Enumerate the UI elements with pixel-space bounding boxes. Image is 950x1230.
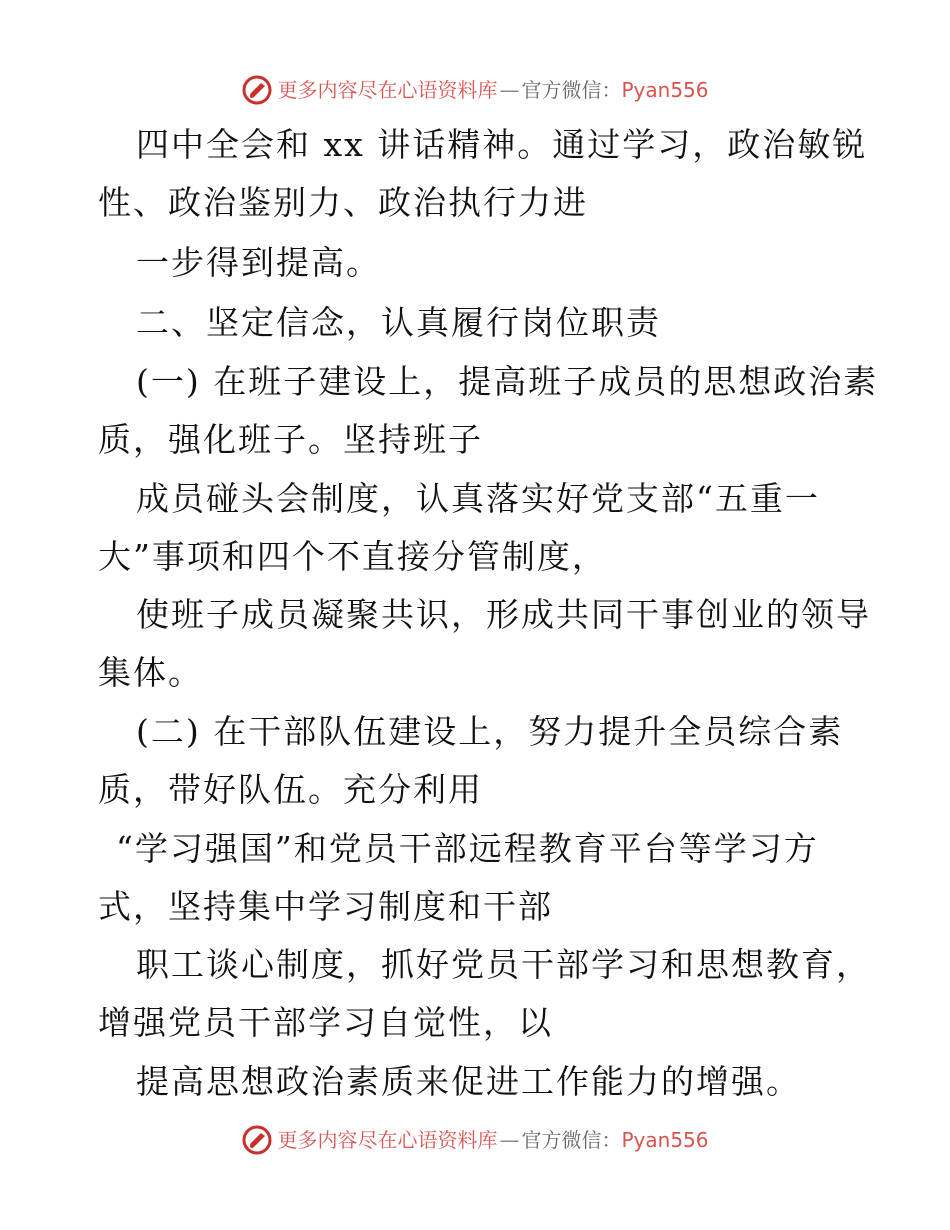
text-line: 质，强化班子。坚持班子 (98, 420, 483, 459)
watermark-official: 官方微信： (521, 78, 622, 102)
watermark-logo-icon (241, 74, 273, 106)
watermark-dash: — (499, 1128, 520, 1152)
text-line: 式，坚持集中学习制度和干部 (98, 887, 553, 926)
text-line: 成员碰头会制度，认真落实好党支部“五重一 (136, 479, 820, 518)
watermark-footer (0, 1120, 950, 1160)
text-line: “学习强国”和党员干部远程教育平台等学习方 (116, 829, 819, 868)
watermark-header (0, 70, 950, 110)
watermark-official: 官方微信： (521, 1128, 622, 1152)
watermark-brand: 更多内容尽在心语资料库 (277, 1128, 498, 1152)
text-line: 增强党员干部学习自觉性，以 (98, 1003, 553, 1042)
watermark-brand: 更多内容尽在心语资料库 (277, 78, 498, 102)
watermark-id: Pyan556 (621, 78, 709, 102)
text-line: 集体。 (98, 653, 203, 692)
watermark-id: Pyan556 (621, 1128, 709, 1152)
watermark-dash: — (499, 78, 520, 102)
section-heading: 二、坚定信念，认真履行岗位职责 (136, 303, 661, 342)
text-line: 职工谈心制度，抓好党员干部学习和思想教育， (136, 945, 871, 984)
text-line: 提高思想政治素质来促进工作能力的增强。 (136, 1062, 801, 1101)
text-line: 质，带好队伍。充分利用 (98, 770, 483, 809)
text-line: 使班子成员凝聚共识，形成共同干事创业的领导 (136, 595, 871, 634)
text-line: (一) 在班子建设上，提高班子成员的思想政治素 (136, 362, 879, 401)
text-line: 一步得到提高。 (136, 243, 381, 282)
text-line: (二) 在干部队伍建设上，努力提升全员综合素 (136, 712, 844, 751)
text-line: 大”事项和四个不直接分管制度， (98, 537, 607, 576)
text-line: 四中全会和 xx 讲话精神。通过学习，政治敏锐 (136, 125, 868, 164)
watermark-logo-icon (241, 1124, 273, 1156)
text-line: 性、政治鉴别力、政治执行力进 (98, 183, 588, 222)
